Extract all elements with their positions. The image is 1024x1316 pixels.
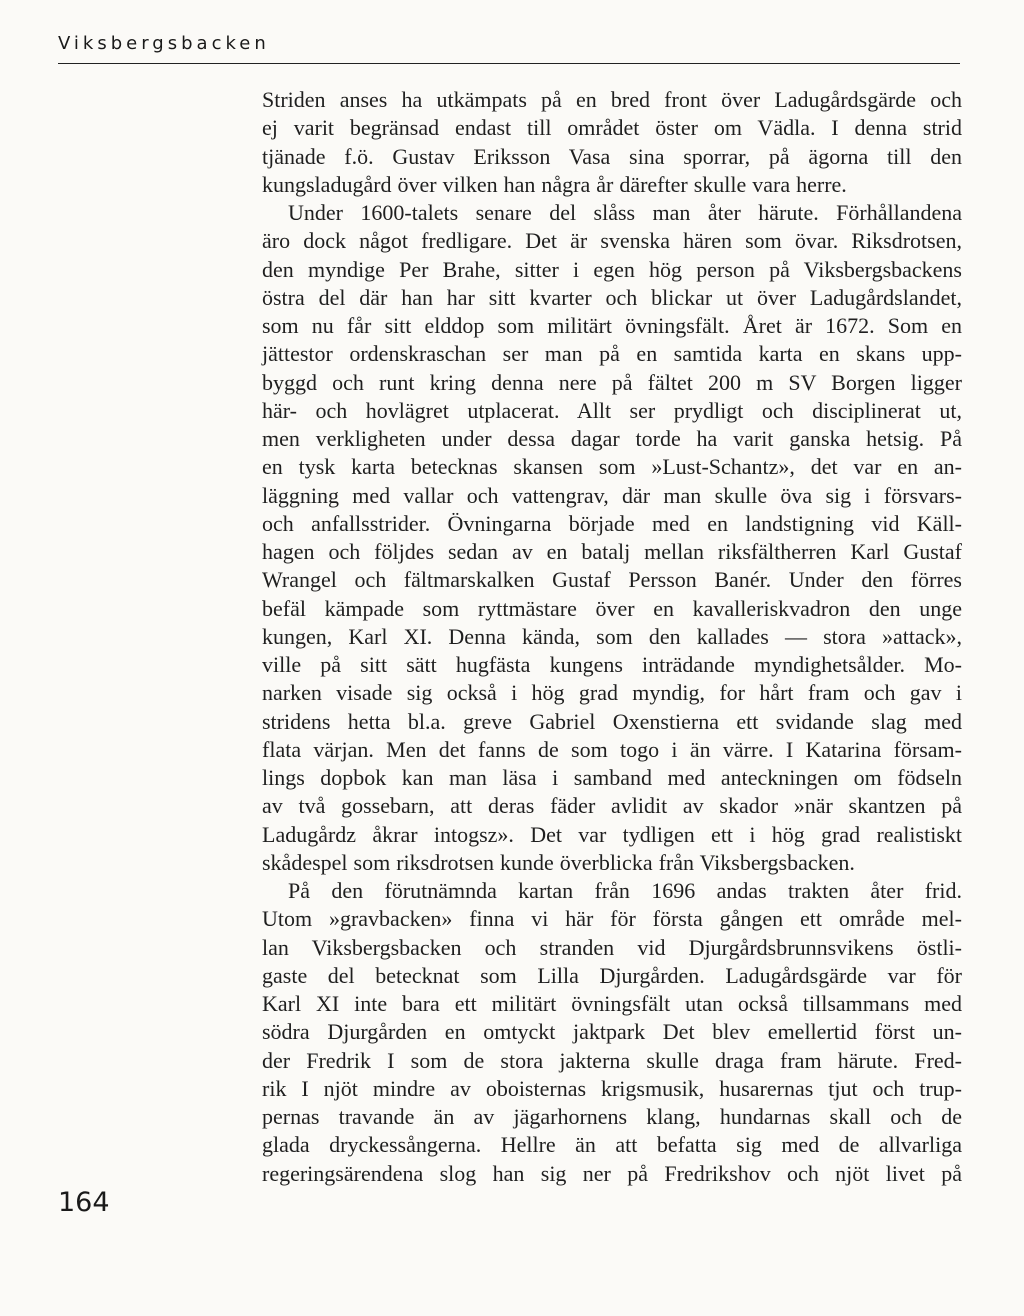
text-line: narken visade sig också i hög grad myndig, for hårt fram och gav i	[262, 680, 962, 706]
text-line: en tysk karta betecknas skansen som »Lust-Schantz», det var en an-	[262, 454, 962, 480]
text-line: ville på sitt sätt hugfästa kungens inträdande myndighetsålder. Mo-	[262, 652, 962, 677]
text-line: här- och hovlägret utplacerat. Allt ser prydligt och disciplinerat ut,	[262, 397, 962, 423]
text-line: pernas travande än av jägarhornens klang, hundarnas skall och de	[262, 1104, 962, 1129]
text-line: och anfallsstrider. Övningarna började med en landstigning vid Käll-	[262, 510, 962, 536]
text-line: kungsladugård över vilken han några år därefter skulle vara herre.	[262, 171, 847, 197]
text-line: Striden anses ha utkämpats på en bred front över Ladugårdsgärde och	[262, 87, 962, 112]
text-line: av två gossebarn, att deras fäder avlidit av skador »när skantzen på	[262, 793, 962, 819]
text-line: byggd och runt kring denna nere på fältet 200 m SV Borgen ligger	[262, 369, 962, 395]
text-line: lan Viksbergsbacken och stranden vid Djurgårdsbrunnsvikens östli-	[262, 934, 962, 960]
text-line: ej varit begränsad endast till området öster om Vädla. I denna strid	[262, 115, 962, 141]
text-line: tjänade f.ö. Gustav Eriksson Vasa sina sporrar, på ägorna till den	[262, 143, 962, 169]
text-line: På den förutnämnda kartan från 1696 andas trakten åter frid.	[288, 878, 962, 903]
body-text	[262, 86, 962, 1188]
text-line: den myndige Per Brahe, sitter i egen hög person på Viksbergsbackens	[262, 256, 962, 282]
text-line: men verkligheten under dessa dagar torde ha varit ganska hetsig. På	[262, 426, 962, 451]
text-line: befäl kämpade som ryttmästare över en kavalleriskvadron den unge	[262, 595, 962, 621]
text-line: äro dock något fredligare. Det är svenska hären som övar. Riksdrotsen,	[262, 228, 962, 254]
text-line: glada dryckessångerna. Hellre än att befatta sig med de allvarliga	[262, 1132, 962, 1158]
text-line: Under 1600-talets senare del slåss man åter härute. Förhållandena	[288, 200, 962, 225]
header-rule	[58, 63, 960, 64]
running-head: Viksbergsbacken	[58, 33, 270, 54]
text-line: läggning med vallar och vattengrav, där man skulle öva sig i försvars-	[262, 482, 962, 508]
text-line: Wrangel och fältmarskalken Gustaf Persson Banér. Under den förres	[262, 567, 962, 593]
text-line: gaste del betecknat som Lilla Djurgården. Ladugårdsgärde var för	[262, 962, 962, 988]
text-line: stridens hetta bl.a. greve Gabriel Oxenstierna ett svidande slag med	[262, 708, 962, 734]
text-line: södra Djurgården en omtyckt jaktpark Det blev emellertid först un-	[262, 1019, 962, 1045]
text-line: hagen och följdes sedan av en batalj mellan riksfältherren Karl Gustaf	[262, 539, 962, 564]
text-line: Karl XI inte bara ett militärt övningsfält utan också tillsammans med	[262, 991, 962, 1016]
text-line: jättestor ordenskraschan ser man på en samtida karta en skans upp-	[262, 341, 962, 367]
text-line: kungen, Karl XI. Denna kända, som den kallades — stora »attack»,	[262, 623, 962, 649]
text-line: Ladugårdz åkrar intogsz». Det var tydligen ett i hög grad realistiskt	[262, 821, 962, 847]
text-line: regeringsärendena slog han sig ner på Fredrikshov och njöt livet på	[262, 1160, 962, 1186]
text-line: rik I njöt mindre av oboisternas krigsmusik, husarernas tjut och trup-	[262, 1075, 962, 1101]
text-line: skådespel som riksdrotsen kunde överblicka från Viksbergsbacken.	[262, 849, 855, 875]
text-line: som nu får sitt elddop som militärt övningsfält. Året är 1672. Som en	[262, 313, 962, 338]
text-line: flata värjan. Men det fanns de som togo i än värre. I Katarina försam-	[262, 736, 962, 762]
text-line: Utom »gravbacken» finna vi här för första gången ett område mel-	[262, 906, 962, 932]
text-line: östra del där han har sitt kvarter och blickar ut över Ladugårdslandet,	[262, 284, 962, 310]
text-line: der Fredrik I som de stora jakterna skulle draga fram härute. Fred-	[262, 1047, 962, 1073]
text-line: lings dopbok kan man läsa i samband med anteckningen om födseln	[262, 765, 962, 790]
page-number: 164	[58, 1187, 110, 1218]
